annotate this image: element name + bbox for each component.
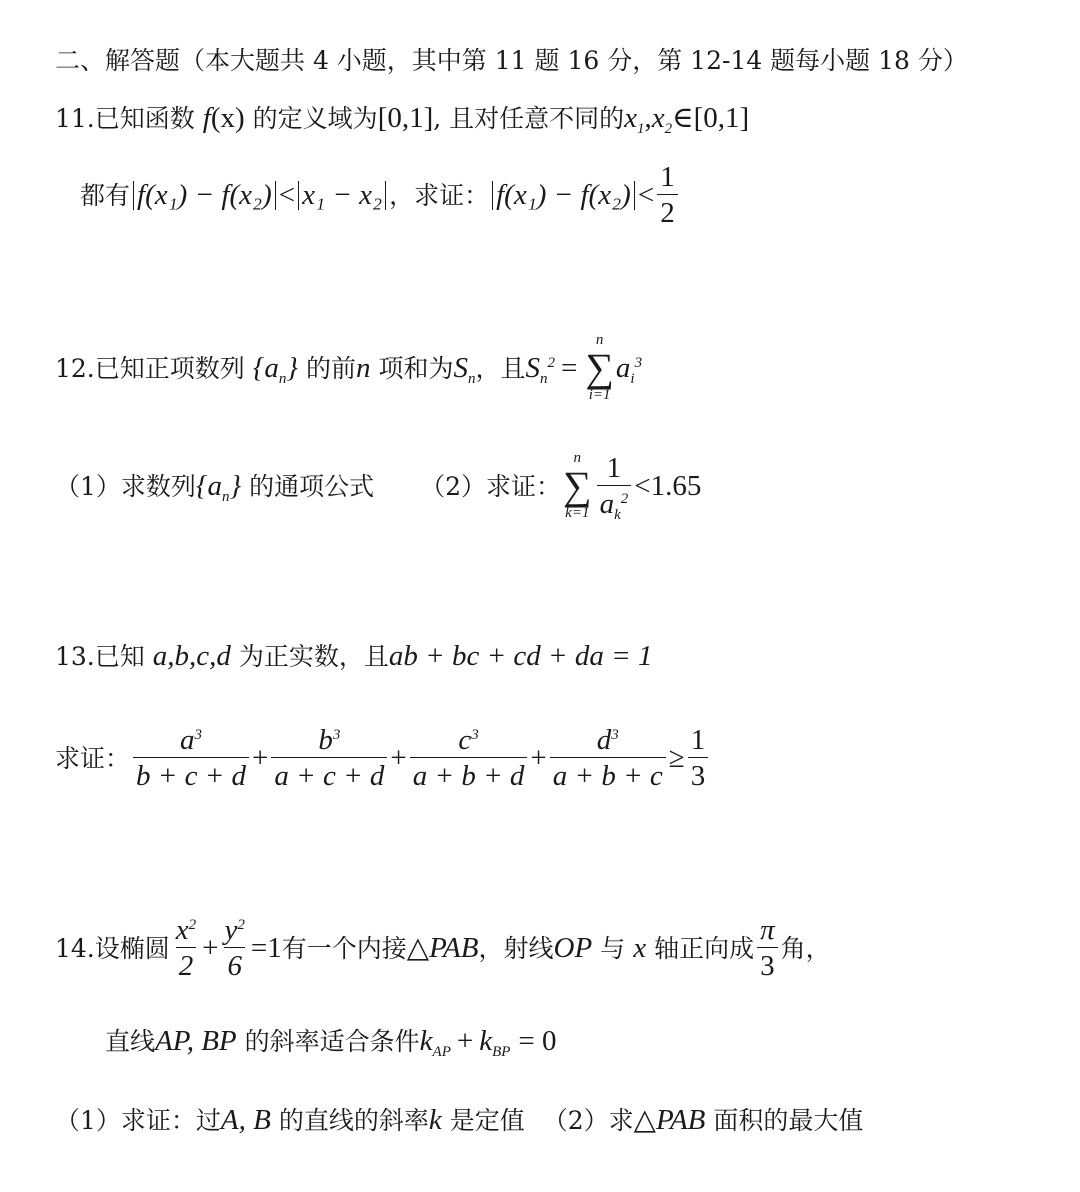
q13-plus2: + <box>390 741 407 774</box>
q12-sequence: $\{a_n\}$ <box>252 351 298 387</box>
q13-text2: 为正实数，且 <box>238 642 389 671</box>
sigma-icon-2: ∑ <box>563 463 592 508</box>
q13-term1: $\frac{a^3}{b + c + d}$ <box>133 725 249 792</box>
q12-part1-tail: 的通项公式 <box>249 471 375 501</box>
q12-number: 12. <box>55 353 95 383</box>
q14-line2-text2: 的斜率适合条件 <box>244 1027 420 1056</box>
q14-part1: （1）求证：过 <box>55 1106 221 1135</box>
q12-bound: <1.65 <box>634 469 702 502</box>
q14-eq1: =1 <box>250 931 282 964</box>
q12-fraction <box>597 451 632 523</box>
q12-Sn-sq: $S_n^2$ <box>525 351 556 387</box>
q11-frac-num: 1 <box>660 160 675 193</box>
q11-lt: < <box>278 178 296 211</box>
q14-line3 <box>55 1106 863 1135</box>
q12-Sn: $S_n$ <box>453 351 476 387</box>
q12-text3: 项和为 <box>378 353 454 383</box>
q14-text3: ，射线 <box>478 933 554 963</box>
q14-AB: A, B <box>220 1104 271 1136</box>
q14-lines: AP, BP <box>155 1025 237 1057</box>
q14-frac-pi: $\frac{\pi}{3}$ <box>757 915 778 982</box>
q14-number: 14. <box>55 933 95 963</box>
q13-term3: $\frac{c^3}{a + b + d}$ <box>410 725 528 792</box>
q12-line1 <box>55 330 642 406</box>
q13-term4: $\frac{d^3}{a + b + c}$ <box>550 725 666 792</box>
q14-line1 <box>55 912 831 984</box>
q13-term2: $\frac{b^3}{a + c + d}$ <box>271 725 387 792</box>
section-heading <box>55 48 968 73</box>
q11-condition-abs: f(x₁) − f(x₂) <box>133 181 276 210</box>
q12-sequence-2: $\{a_n\}$ <box>195 469 242 505</box>
q12-frac-num: 1 <box>606 451 622 484</box>
q13-line1 <box>55 642 652 671</box>
q14-kBP: $k_{BP}$ <box>479 1025 511 1060</box>
sigma-icon: ∑ <box>585 345 614 390</box>
q12-sum-bottom: i=1 <box>588 387 611 403</box>
q12-sum2-top: n <box>573 450 582 466</box>
q14-eq0: = 0 <box>518 1025 557 1057</box>
q11-in-domain: ∈[0,1] <box>672 102 750 134</box>
q11-f-arg: (x) <box>210 102 245 134</box>
q14-text6: 角， <box>780 933 831 963</box>
q14-text4: 与 <box>600 933 626 963</box>
q12-part1: （1）求数列 <box>55 471 196 501</box>
q11-lt2: < <box>637 178 655 211</box>
q13-plus1: + <box>252 741 269 774</box>
q12-eq: = <box>561 351 578 384</box>
q11-text1: 已知函数 <box>94 104 195 133</box>
q12-text1: 已知正项数列 <box>94 353 245 383</box>
q14-plus2: + <box>456 1025 474 1057</box>
q12-sum2 <box>563 451 592 521</box>
q11-text2: 的定义域为 <box>252 104 378 133</box>
q12-text2: 的前 <box>306 353 357 383</box>
q12-frac-den: $a_k^2$ <box>597 485 632 519</box>
q13-text1: 已知 <box>94 642 145 671</box>
q13-geq: ≥ <box>668 741 685 774</box>
q11-domain: [0,1] <box>377 102 434 134</box>
q14-line2-text1: 直线 <box>105 1027 156 1056</box>
q13-rhs: $\frac{1}{3}$ <box>688 725 709 792</box>
q12-line2 <box>55 446 701 526</box>
q11-x1: $x_1$ <box>624 102 645 137</box>
q12-sum-top: n <box>595 332 604 348</box>
q11-condition-abs2: x₁ − x₂ <box>298 181 386 210</box>
q13-prove: 求证： <box>55 743 131 773</box>
q14-OP: OP <box>553 931 593 964</box>
q14-part2-tail: 面积的最大值 <box>713 1106 864 1135</box>
q13-plus3: + <box>530 741 547 774</box>
q11-line1 <box>55 102 750 137</box>
q14-part2: （2）求 <box>542 1106 634 1135</box>
q14-k: k <box>428 1104 442 1136</box>
q13-vars: a,b,c,d <box>152 640 231 672</box>
q13-number: 13. <box>55 642 95 671</box>
q14-line2 <box>105 1025 557 1060</box>
q12-sum2-bottom: k=1 <box>565 505 590 521</box>
q13-line2 <box>55 722 711 794</box>
q14-PAB: PAB <box>429 931 479 964</box>
q11-claim-abs: f(x₁) − f(x₂) <box>492 181 635 210</box>
q11-frac-den: 2 <box>657 194 678 228</box>
q14-plus: + <box>202 931 219 964</box>
q14-part1-mid: 的直线的斜率 <box>278 1106 429 1135</box>
q11-fraction-half <box>657 162 678 229</box>
q14-kAP: $k_{AP}$ <box>419 1025 451 1060</box>
q12-ai-cubed: $a_i^3$ <box>615 351 643 387</box>
q14-part1-tail: 是定值 <box>449 1106 525 1135</box>
q12-n: n <box>356 351 371 384</box>
q13-condition: ab + bc + cd + da = 1 <box>388 640 653 672</box>
q11-text3: , 且对任意不同的 <box>433 104 625 133</box>
triangle-icon-2: △ <box>633 1104 656 1136</box>
q11-comma: , <box>644 102 652 134</box>
q11-x2: $x_2$ <box>651 102 673 137</box>
q12-part2: （2）求证： <box>420 471 562 501</box>
q14-PAB-2: PAB <box>655 1104 706 1136</box>
q11-line2-text1: 都有 <box>80 180 131 210</box>
q14-text5: 轴正向成 <box>654 933 755 963</box>
q11-f: f <box>202 102 211 134</box>
q11-line2 <box>80 160 681 229</box>
q14-frac-y: $\frac{y^2}{6}$ <box>224 913 245 982</box>
q11-line2-text2: ，求证： <box>389 180 490 210</box>
q14-text1: 设椭圆 <box>94 933 170 963</box>
q12-text4: ，且 <box>475 353 526 383</box>
q14-x: x <box>633 931 647 964</box>
q11-number: 11. <box>55 104 95 133</box>
q12-sum <box>585 333 614 403</box>
q14-text2: 有一个内接 <box>281 933 407 963</box>
triangle-icon: △ <box>406 931 430 964</box>
section-heading-text: 二、解答题（本大题共 4 小题，其中第 11 题 16 分，第 12-14 题每小题 18 分） <box>55 46 968 75</box>
q14-frac-x: $\frac{x^2}{2}$ <box>175 913 197 982</box>
